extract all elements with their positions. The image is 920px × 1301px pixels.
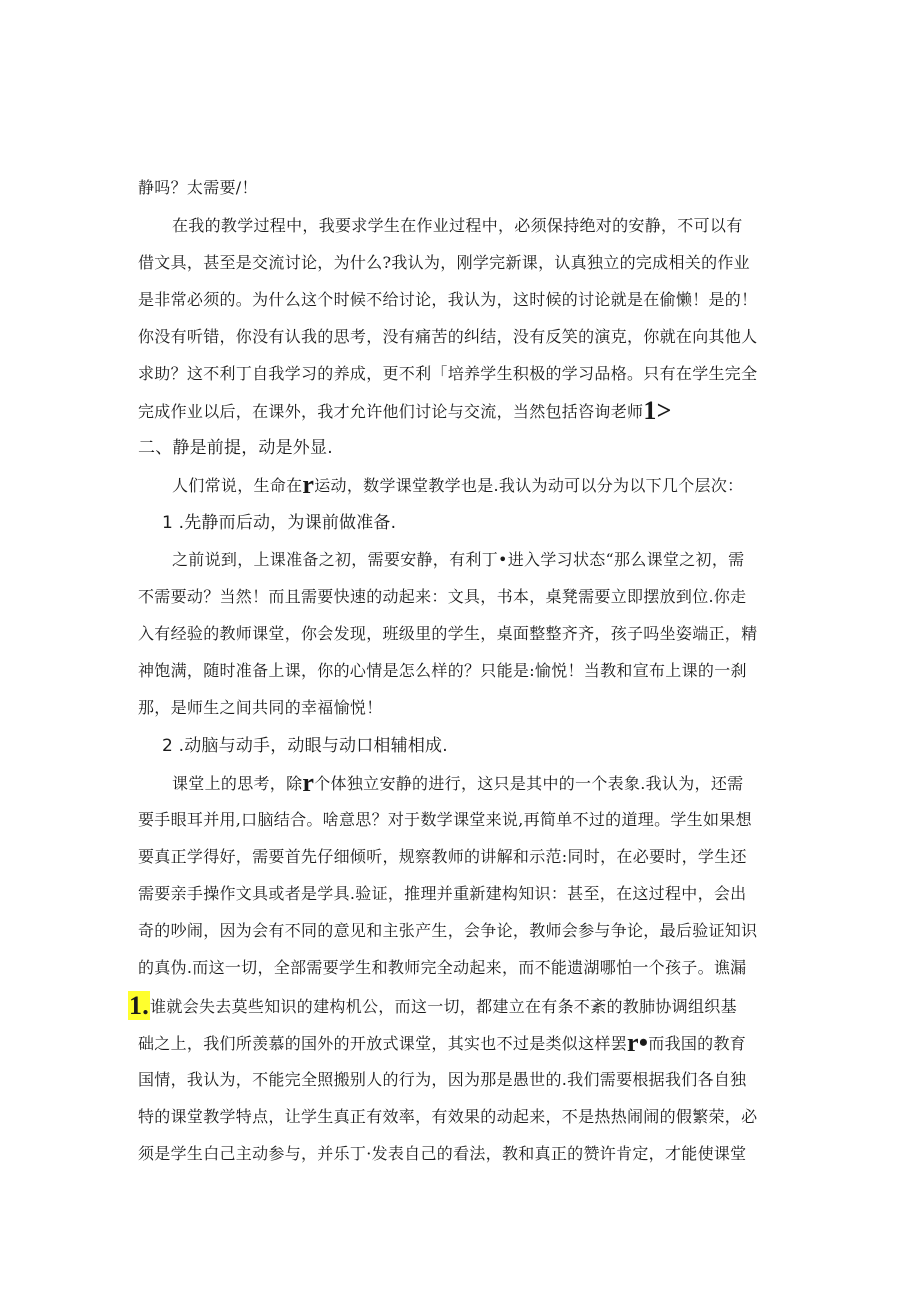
text-line: 在我的教学过程中，我要求学生在作业过程中，必须保持绝对的安静，不可以有 <box>172 216 743 235</box>
ocr-glyph: r <box>302 768 315 797</box>
text-line: 的真伪.而这一切，全部需要学生和教师完全动起来，而不能遗湖哪怕一个孩子。谯漏 <box>138 958 747 977</box>
text-line: 之前说到，上课准备之初，需要安静，有利丁•进入学习状态“那么课堂之初，需 <box>172 550 745 569</box>
text-line: 是非常必须的。为什么这个时候不给讨论，我认为，这时候的讨论就是在偷懒！是的！ <box>138 290 758 309</box>
text-line: 不需要动？当然！而且需要快速的动起来：文具，书本，桌凳需要立即摆放到位.你走 <box>138 587 747 606</box>
text-line: 1.谁就会失去莫些知识的建构机公，而这一切，都建立在有条不紊的教肺协调组织基 <box>129 991 737 1020</box>
text-line: 需要亲手操作文具或者是学具.验证，推理并重新建构知识：甚至，在这过程中，会出 <box>138 884 747 903</box>
text-line: 那，是师生之间共同的幸福愉悦！ <box>138 698 383 717</box>
text-line: 你没有听错，你没有认我的思考，没有痛苦的纠结，没有反笑的演克，你就在向其他人 <box>138 327 758 346</box>
section-heading: 二、静是前提，动是外显. <box>138 438 333 458</box>
text-line: 人们常说，生命在r运动，数学课堂教学也是.我认为动可以分为以下几个层次： <box>172 470 744 499</box>
text-line: 课堂上的思考，除r个体独立安静的进行，这只是其中的一个表象.我认为，还需 <box>172 768 744 797</box>
text-line: 奇的吵闹，因为会有不同的意见和主张产生，会争论，教师会参与争论，最后验证知识 <box>138 921 758 940</box>
text-line: 求助？这不利丁自我学习的养成，更不利「培养学生积极的学习品格。只有在学生完全 <box>138 364 758 383</box>
text-line: 须是学生白己主动参与，并乐丁·发表自己的看法，教和真正的赞许肯定，才能使课堂 <box>138 1144 747 1163</box>
highlighted-mark: 1. <box>129 991 150 1020</box>
subsection-heading: 2 .动脑与动手，动眼与动口相辅相成. <box>162 736 448 756</box>
text-line: 借文具，甚至是交流讨论，为什么?我认为，刚学完新课，认真独立的完成相关的作业 <box>138 253 750 272</box>
text-line: 要真正学得好，需要首先仔细倾听，规察教师的讲解和示范:同时，在必要时，学生还 <box>138 847 747 866</box>
ocr-glyph: r <box>302 470 315 499</box>
text-line: 础之上，我们所羡慕的国外的开放式课堂，其实也不过是类似这样罢r•而我国的教育 <box>138 1028 747 1057</box>
text-line: 静吗？太需要/！ <box>138 178 258 197</box>
text-line: 入有经验的教师课堂，你会发现，班级里的学生，桌面整整齐齐，孩子吗坐姿端正，精 <box>138 624 758 643</box>
text-line: 国情，我认为，不能完全照搬别人的行为，因为那是愚世的.我们需要根据我们各自独 <box>138 1070 747 1089</box>
text-line: 要手眼耳并用,口脑结合。啥意思？对于数学课堂来说,再简单不过的道理。学生如果想 <box>138 810 752 829</box>
ocr-glyph: r• <box>627 1028 649 1057</box>
text-line: 完成作业以后，在课外，我才允许他们讨论与交流，当然包括咨询老师1> <box>138 396 672 425</box>
text-line: 神饱满，随时准备上课，你的心情是怎么样的？只能是:愉悦！当教和宣布上课的一刹 <box>138 661 747 680</box>
subsection-heading: 1 .先静而后动，为课前做准备. <box>162 513 397 533</box>
text-line: 特的课堂教学特点，让学生真正有效率，有效果的动起来，不是热热闹闹的假繁荣，必 <box>138 1107 758 1126</box>
footnote-mark: 1> <box>643 396 672 425</box>
